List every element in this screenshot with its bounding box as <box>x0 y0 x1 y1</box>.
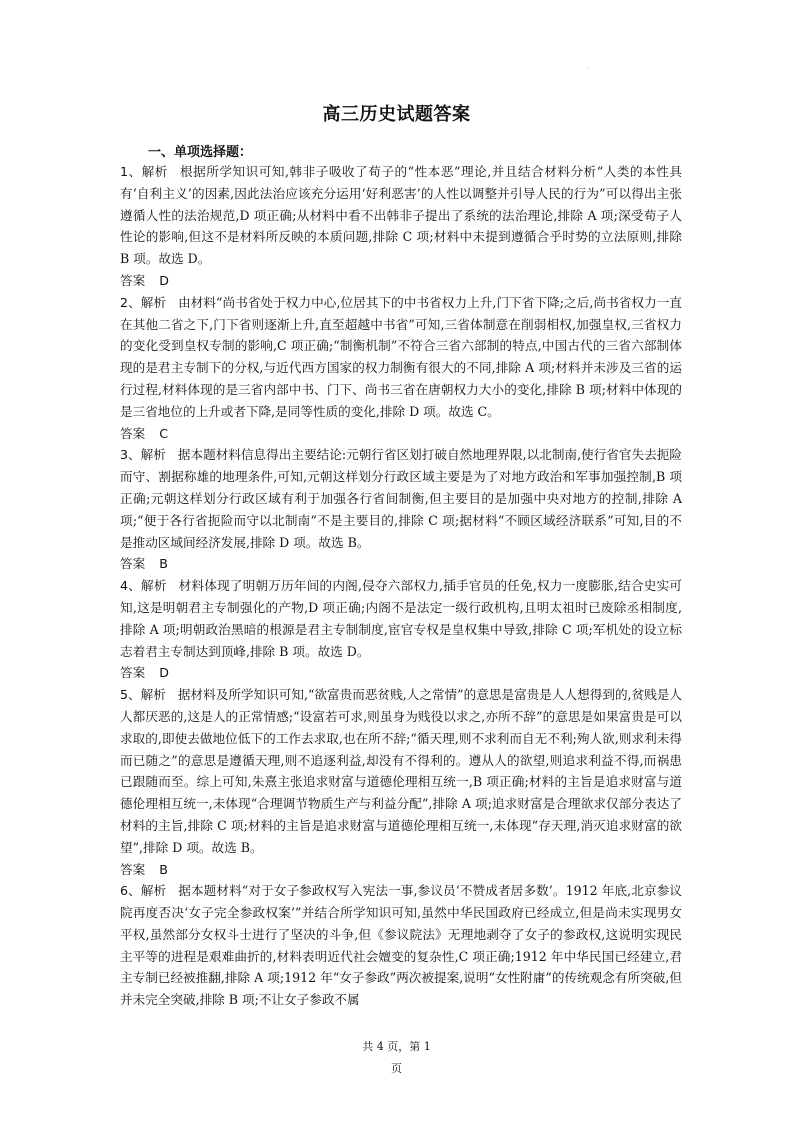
answer-label: 答案 <box>120 556 146 572</box>
question-label: 6、解析 <box>120 883 167 899</box>
answer-label: 答案 <box>120 665 146 681</box>
answer-value: B <box>159 556 168 572</box>
section-heading: 一、单项选择题： <box>148 145 253 160</box>
answer-line <box>120 423 682 445</box>
analysis-text: 材料体现了明朝万历年间的内阁,侵夺六部权力,插手官员的任免,权力一度膨胀,结合史实可知,这是明朝君主专制强化的产物,D 项正确;内阁不是法定一级行政机构,且明太祖时已废除丞相制度,排除 A 项;明朝政治黑暗的根源是君主专制制度,宦官专权是皇权集中导致,排除 C 项;军机处的设立标志着君主专制达到顶峰,排除 B 项。故选 D。 <box>120 578 683 659</box>
answer-value: B <box>159 861 168 877</box>
question-label: 2、解析 <box>120 294 167 310</box>
question-analysis <box>120 444 682 553</box>
answer-content <box>120 161 682 1011</box>
question-label: 4、解析 <box>120 578 167 594</box>
question-label: 3、解析 <box>120 447 166 463</box>
page-number-line2: 页 <box>391 1062 402 1075</box>
question-analysis <box>120 684 682 858</box>
question-analysis <box>120 880 682 1011</box>
answer-line <box>120 553 682 575</box>
answer-value: C <box>159 425 168 441</box>
page-number-line1: 共 4 页，第 1 <box>362 1040 431 1053</box>
question-analysis <box>120 292 682 423</box>
answer-value: D <box>159 665 169 681</box>
analysis-text: 据材料及所学知识可知,“欲富贵而恶贫贱,人之常情”的意思是富贵是人人想得到的,贫贱是人人都厌恶的,这是人的正常情感;“设富若可求,则虽身为贱役以求之,亦所不辞”的意思是如果富贵是可以求取的,即使去做地位低下的工作去求取,也在所不辞;“循天理,则不求利而自无不利;殉人欲,则求利未得而已随之”的意思是遵循天理,则不追逐利益,却没有不得利的。遵从人的欲望,则追求利益不得,而祸患已跟随而至。综上可知,朱熹主张追求财富与道德伦理相互统一,B 项正确;材料的主旨是追求财富与道德伦理相互统一,未体现“合理调节物质生产与利益分配”,排除 A 项;追求财富是合理欲求仅部分表达了材料的主旨,排除 C 项;材料的主旨是追求财富与道德伦理相互统一,未体现“存天理,消灭追求财富的欲望”,排除 D 项。故选 B。 <box>120 687 683 855</box>
answer-line <box>120 662 682 684</box>
analysis-text: 由材料“尚书省处于权力中心,位居其下的中书省权力上升,门下省下降;之后,尚书省权力一直在其他二省之下,门下省则逐渐上升,直至超越中书省”可知,三省体制意在削弱相权,加强皇权,三省权力的变化受到皇权专制的影响,C 项正确;“制衡机制”不符合三省六部制的特点,中国古代的三省六部制体现的是君主专制下的分权,与近代西方国家的权力制衡有很大的不同,排除 A 项;材料并未涉及三省的运行过程,材料体现的是三省内部中书、门下、尚书三省在唐朝权力大小的变化,排除 B 项;材料中体现的是三省地位的上升或者下降,是同等性质的变化,排除 D 项。故选 C。 <box>120 294 682 419</box>
analysis-text: 据本题材料信息得出主要结论:元朝行省区划打破自然地理界限,以北制南,使行省官失去扼险而守、割据称雄的地理条件,可知,元朝这样划分行政区域主要是为了对地方政治和军事加强控制,B 项正确;元朝这样划分行政区域有利于加强各行省间制衡,但主要目的是加强中央对地方的控制,排除 A 项;“便于各行省扼险而守以北制南”不是主要目的,排除 C 项;据材料“不顾区域经济联系”可知,目的不是推动区域间经济发展,排除 D 项。故选 B。 <box>120 447 683 550</box>
question-label: 5、解析 <box>120 687 166 703</box>
answer-line <box>120 270 682 292</box>
question-analysis <box>120 575 682 662</box>
answer-label: 答案 <box>120 861 146 877</box>
answer-label: 答案 <box>120 272 146 288</box>
question-analysis <box>120 161 682 270</box>
analysis-text: 根据所学知识可知,韩非子吸收了荀子的“性本恶”理论,并且结合材料分析“人类的本性具有‘自利主义’的因素,因此法治应该充分运用‘好利恶害’的人性以调整并引导人民的行为”可以得出主张遵循人性的法治规范,D 项正确;从材料中看不出韩非子提出了系统的法治理论,排除 A 项;深受荀子人性论的影响,但这不是材料所反映的本质问题,排除 C 项;材料中未提到遵循合乎时势的立法原则,排除 B 项。故选 D。 <box>120 164 682 267</box>
question-label: 1、解析 <box>120 164 168 179</box>
answer-label: 答案 <box>120 425 146 441</box>
corner-mark: . <box>588 64 590 71</box>
page-title: 高三历史试题答案 <box>322 104 471 125</box>
answer-value: D <box>159 272 169 288</box>
analysis-text: 据本题材料“对于女子参政权写入宪法一事,参议员‘不赞成者居多数’。1912 年底,北京参议院再度否决‘女子完全参政权案’”并结合所学知识可知,虽然中华民国政府已经成立,但是尚未实现男女平权,虽然部分女权斗士进行了坚决的斗争,但《参议院法》无理地剥夺了女子的参政权,这说明实现民主平等的进程是艰难曲折的,材料表明近代社会嬗变的复杂性,C 项正确;1912 年中华民国已经建立,君主专制已经被推翻,排除 A 项;1912 年“女子参政”两次被提案,说明“女性附庸”的传统观念有所突破,但并未完全突破,排除 B 项;不让女子参政不属 <box>120 883 682 1008</box>
page-footer <box>0 1036 793 1080</box>
answer-line <box>120 859 682 881</box>
